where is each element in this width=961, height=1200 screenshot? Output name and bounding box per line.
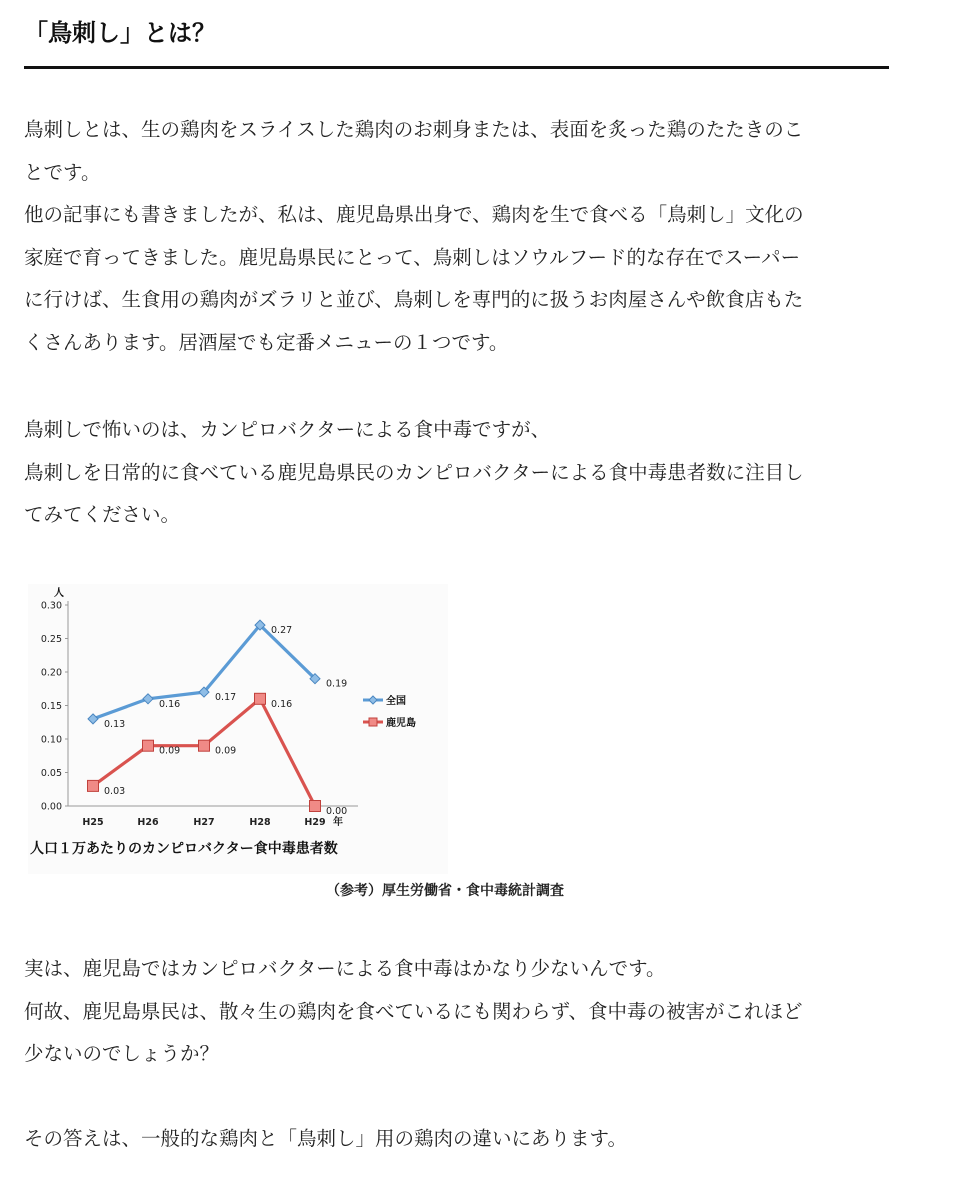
y-axis-unit: 人 (54, 588, 64, 599)
y-tick-label: 0.20 (40, 667, 62, 679)
y-tick-label: 0.10 (40, 734, 62, 746)
paragraph-kagoshima (24, 948, 894, 1076)
data-point (199, 740, 210, 751)
text-line: とです。 (24, 160, 101, 184)
data-label: 0.09 (159, 745, 181, 757)
data-point (143, 694, 153, 704)
legend-label: 鹿児島 (386, 718, 416, 729)
legend-marker (369, 696, 377, 704)
y-tick-label: 0.05 (40, 768, 62, 779)
text-line: 家庭で育ってきました。鹿児島県民にとって、鳥刺しはソウルフード的な存在でスーパー (24, 245, 801, 269)
data-point (88, 714, 98, 724)
data-label: 0.09 (215, 745, 237, 757)
data-label: 0.00 (326, 806, 348, 817)
x-tick-label: H27 (193, 817, 215, 828)
y-tick-label: 0.00 (40, 801, 62, 813)
y-tick-label: 0.25 (40, 634, 62, 645)
chart-title: 人口１万あたりのカンピロバクター食中毒患者数 (30, 841, 338, 857)
text-line: 鳥刺しを日常的に食べている鹿児島県民のカンピロバクターによる食中毒患者数に注目し (24, 460, 804, 484)
paragraph-campylobacter (24, 409, 894, 537)
data-label: 0.27 (271, 625, 293, 637)
data-label: 0.16 (159, 698, 181, 710)
chart-svg (28, 584, 448, 874)
x-tick-label: H25 (82, 817, 104, 828)
data-label: 0.19 (326, 678, 348, 690)
data-point (143, 740, 154, 751)
section-heading: 「鳥刺し」とは？ (24, 14, 889, 69)
text-line: てみてください。 (24, 503, 181, 526)
data-label: 0.17 (215, 692, 237, 704)
line-chart (28, 584, 448, 874)
data-label: 0.03 (104, 785, 126, 797)
series-line-kagoshima (93, 699, 315, 806)
paragraph-intro (24, 109, 894, 364)
y-tick-label: 0.15 (40, 701, 62, 712)
text-line: 他の記事にも書きましたが、私は、鹿児島県出身で、鶏肉を生で食べる「鳥刺し」文化の (24, 203, 804, 226)
x-tick-label: H26 (137, 817, 159, 828)
text-line: その答えは、一般的な鶏肉と「鳥刺し」用の鶏肉の違いにあります。 (24, 1127, 627, 1150)
data-label: 0.13 (104, 718, 126, 730)
paragraph-answer (24, 1118, 894, 1161)
text-line: 鳥刺しで怖いのは、カンピロバクターによる食中毒ですが、 (24, 418, 551, 441)
data-point (310, 801, 321, 812)
y-tick-label: 0.30 (40, 600, 62, 612)
source-note: （参考）厚生労働省・食中毒統計調査 (326, 883, 564, 899)
data-label: 0.16 (271, 698, 293, 710)
x-tick-label: H28 (249, 817, 271, 828)
x-axis-unit: 年 (333, 817, 343, 828)
data-point (255, 693, 266, 704)
x-tick-label: H29 (304, 817, 326, 828)
text-line: 鳥刺しとは、生の鶏肉をスライスした鶏肉のお刺身または、表面を炙った鶏のたたきのこ (24, 118, 804, 141)
legend-marker (369, 718, 377, 726)
text-line: 何故、鹿児島県民は、散々生の鶏肉を食べているにも関わらず、食中毒の被害がこれほど (24, 999, 803, 1023)
text-line: 実は、鹿児島ではカンピロバクターによる食中毒はかなり少ないんです。 (24, 957, 666, 980)
legend-label: 全国 (386, 696, 406, 707)
text-line: 少ないのでしょうか？ (24, 1042, 220, 1065)
text-line: に行けば、生食用の鶏肉がズラリと並び、鳥刺しを専門的に扱うお肉屋さんや飲食店もた (24, 288, 804, 311)
text-line: くさんあります。居酒屋でも定番メニューの１つです。 (24, 330, 509, 354)
data-point (88, 780, 99, 791)
